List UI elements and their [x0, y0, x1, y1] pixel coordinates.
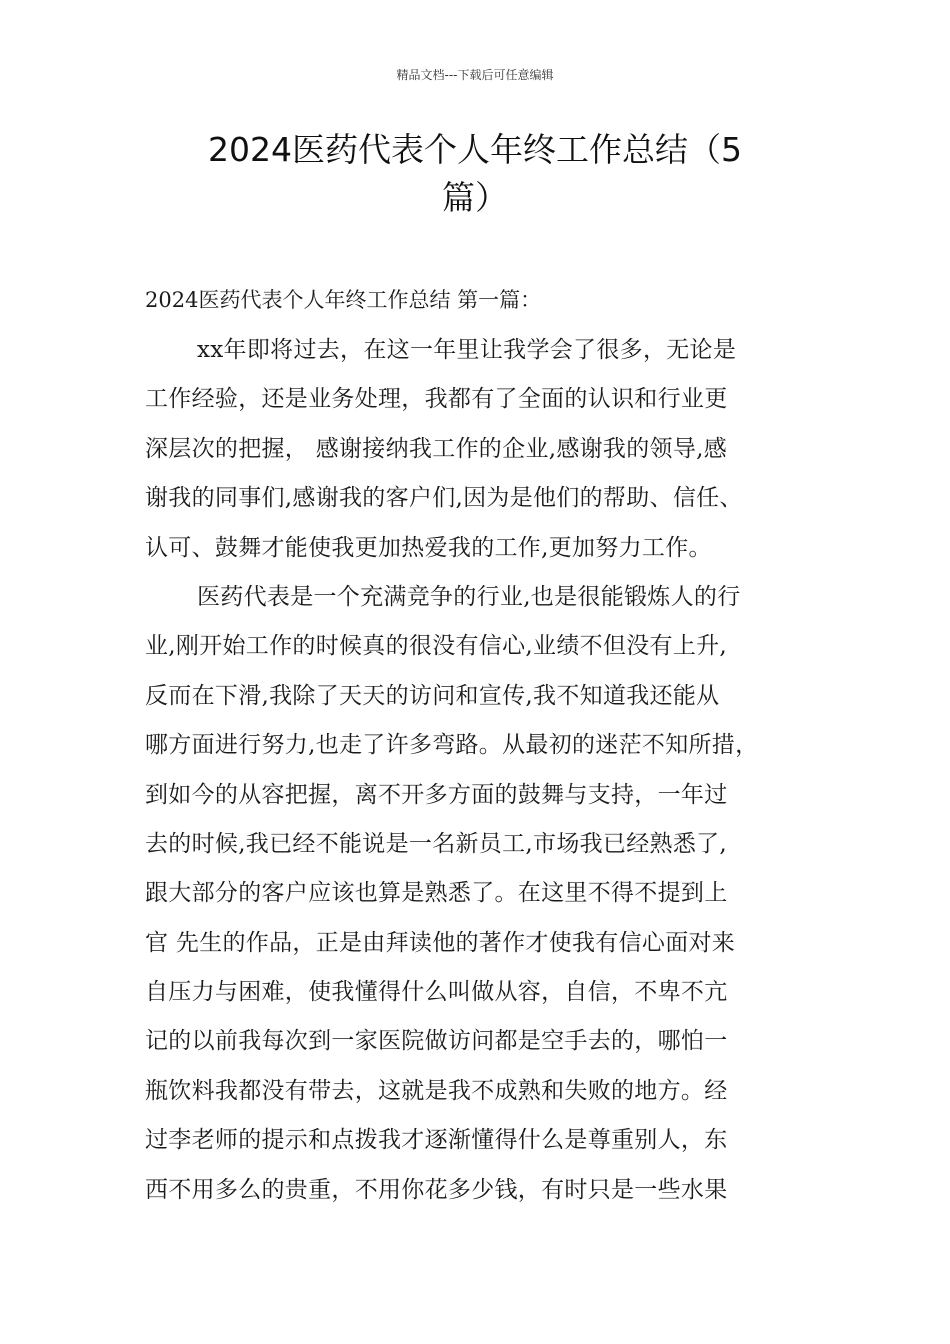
- paragraph-2-line: 西不用多么的贵重，不用你花多少钱，有时只是一些水果: [145, 1176, 728, 1203]
- paragraph-2-line: 跟大部分的客户应该也算是熟悉了。在这里不得不提到上: [145, 880, 728, 907]
- paragraph-1-line: 谢我的同事们,感谢我的客户们,因为是他们的帮助、信任、: [145, 485, 743, 512]
- paragraph-2-line: 反而在下滑,我除了天天的访问和宣传,我不知道我还能从: [145, 682, 720, 709]
- header-note: 精品文档---下载后可任意编辑: [396, 68, 554, 82]
- paragraph-2-line: 官 先生的作品，正是由拜读他的著作才使我有信心面对来: [145, 929, 736, 956]
- paragraph-1-line: 认可、鼓舞才能使我更加热爱我的工作,更加努力工作。: [145, 534, 712, 561]
- paragraph-2-line: 到如今的从容把握，离不开多方面的鼓舞与支持，一年过: [145, 781, 728, 808]
- paragraph-2-line: 业,刚开始工作的时候真的很没有信心,业绩不但没有上升,: [145, 633, 728, 660]
- paragraph-2-line: 哪方面进行努力,也走了许多弯路。从最初的迷茫不知所措，: [145, 732, 759, 759]
- paragraph-1-line: xx年即将过去，在这一年里让我学会了很多，无论是: [197, 337, 737, 363]
- paragraph-1-line: 深层次的把握， 感谢接纳我工作的企业,感谢我的领导,感: [145, 435, 728, 462]
- paragraph-2-line: 瓶饮料我都没有带去，这就是我不成熟和失败的地方。经: [145, 1077, 728, 1104]
- paragraph-2-line: 记的以前我每次到一家医院做访问都是空手去的，哪怕一: [145, 1028, 728, 1055]
- paragraph-2-line: 医药代表是一个充满竞争的行业,也是很能锻炼人的行: [197, 583, 741, 610]
- paragraph-2-line: 去的时候,我已经不能说是一名新员工,市场我已经熟悉了,: [145, 830, 728, 857]
- document-title: [150, 126, 800, 222]
- title-line-1: 2024医药代表个人年终工作总结（5: [208, 130, 742, 169]
- title-line-2: 篇）: [442, 178, 508, 217]
- paragraph-2-line: 自压力与困难，使我懂得什么叫做从容，自信，不卑不亢: [145, 979, 728, 1006]
- paragraph-2-line: 过李老师的提示和点拨我才逐渐懂得什么是尊重别人，东: [145, 1127, 728, 1154]
- body-text: [145, 334, 805, 1223]
- section-heading: 2024医药代表个人年终工作总结 第一篇：: [145, 288, 542, 312]
- paragraph-1-line: 工作经验，还是业务处理，我都有了全面的认识和行业更: [145, 386, 728, 413]
